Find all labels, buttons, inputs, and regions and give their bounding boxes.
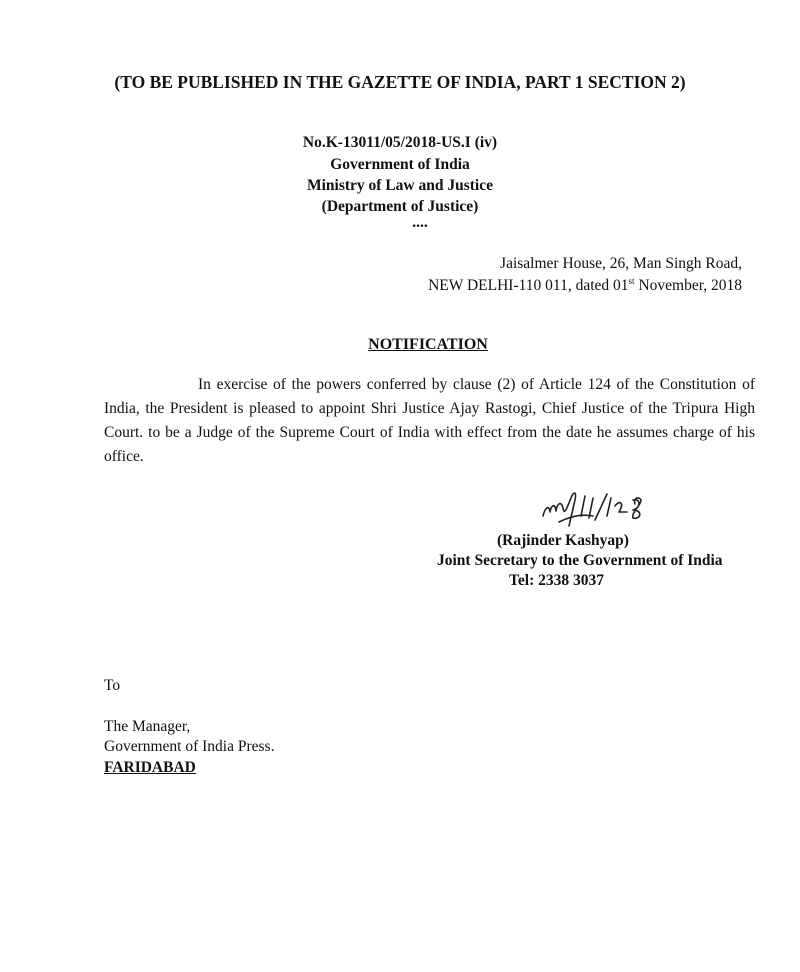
signatory-designation: Joint Secretary to the Government of India	[437, 552, 723, 569]
government-name: Government of India	[330, 156, 470, 173]
address-line-2	[428, 277, 742, 295]
notification-title: NOTIFICATION	[368, 336, 488, 353]
address-date-suffix: November, 2018	[634, 277, 742, 294]
handwritten-signature	[537, 486, 667, 532]
recipient-line-1: The Manager,	[104, 718, 191, 735]
notification-text: In exercise of the powers conferred by clause (2) of Article 124 of the Constitution of India, the President is pleased to appoint Shri Justice Ajay Rastogi, Chief Justice of the Tripura High Court. to be a Judge of the Supreme Court of India with effect from the date he assumes charge of his office.	[104, 376, 755, 465]
signatory-name: (Rajinder Kashyap)	[497, 532, 629, 549]
header-dots: ....	[412, 214, 428, 231]
recipient-line-2: Government of India Press.	[104, 738, 275, 755]
signatory-telephone: Tel: 2338 3037	[509, 572, 605, 589]
department-name: (Department of Justice)	[321, 198, 479, 215]
address-line-1: Jaisalmer House, 26, Man Singh Road,	[500, 255, 742, 272]
address-date-ordinal: st	[628, 276, 635, 286]
notification-body	[104, 373, 755, 469]
reference-number: No.K-13011/05/2018-US.I (iv)	[302, 134, 498, 151]
gazette-line: (TO BE PUBLISHED IN THE GAZETTE OF INDIA, PART 1 SECTION 2)	[114, 72, 686, 92]
recipient-to: To	[104, 677, 121, 694]
ministry-name: Ministry of Law and Justice	[307, 177, 493, 194]
recipient-city: FARIDABAD	[104, 759, 196, 776]
address-date-prefix: NEW DELHI-110 011, dated 01	[428, 277, 629, 294]
